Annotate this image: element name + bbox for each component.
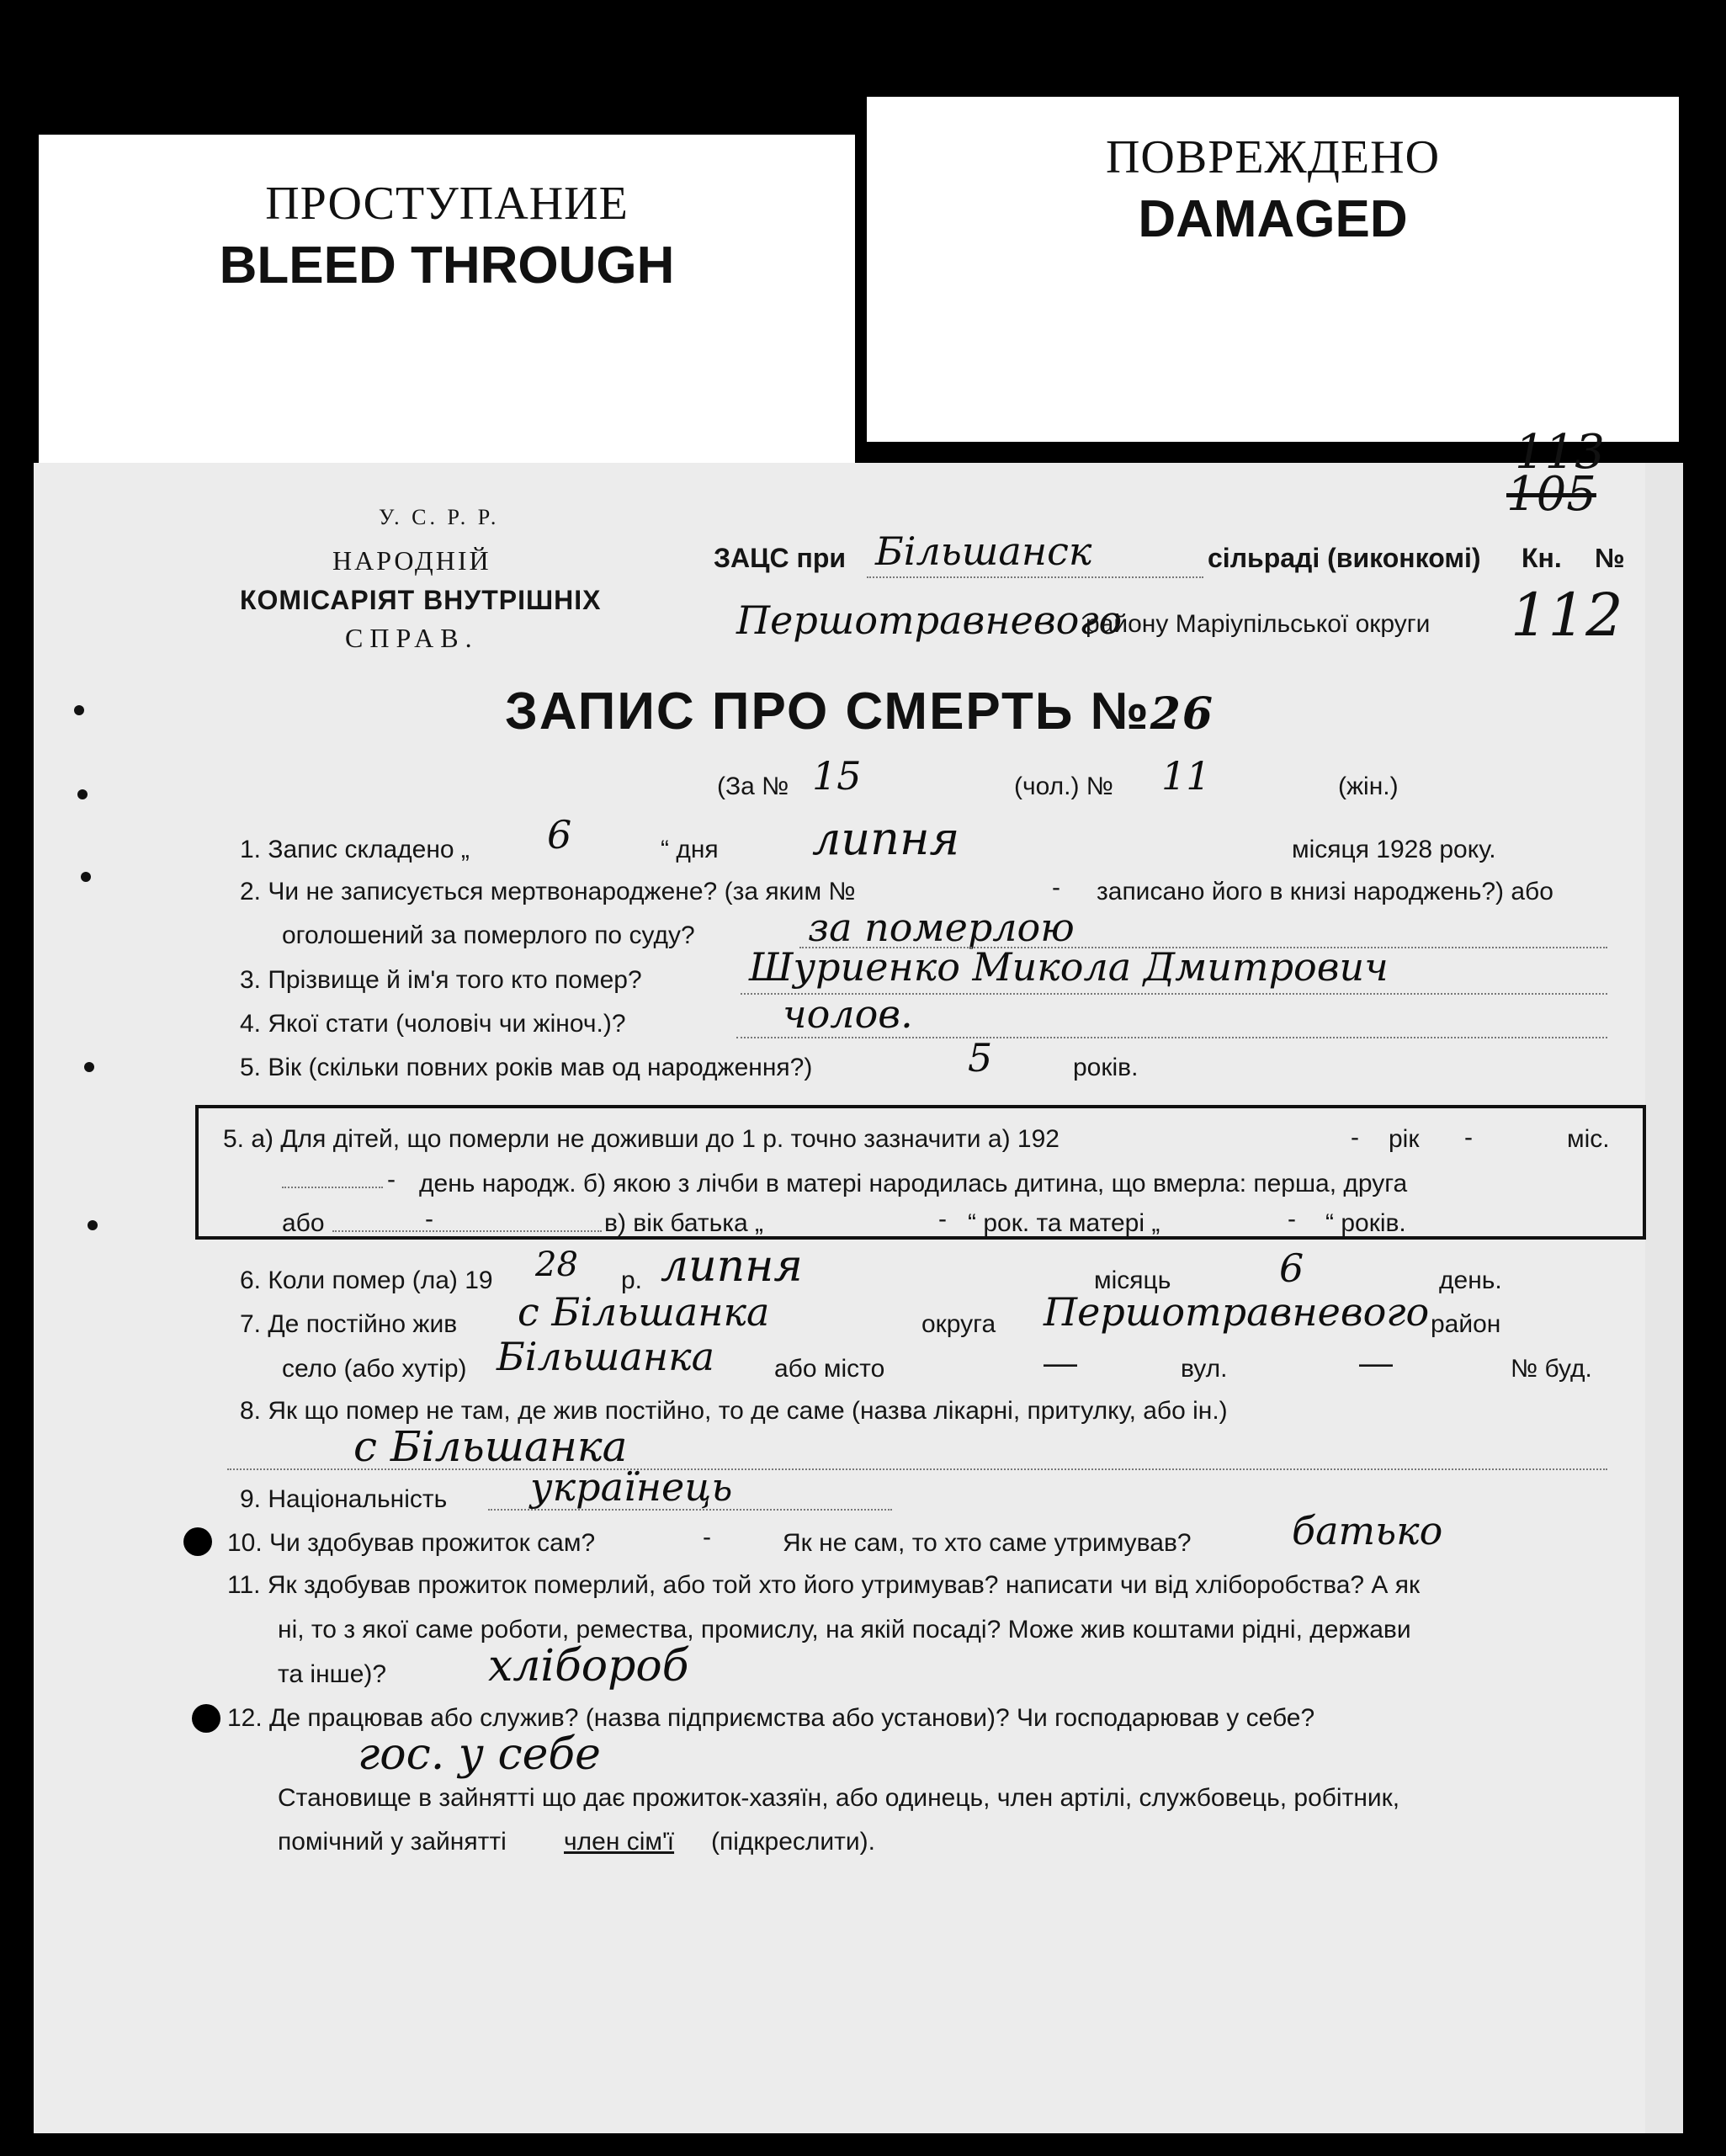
f7-vul: вул. [1181,1355,1228,1383]
f12-line3c: (підкреслити). [711,1828,875,1856]
f5a-day-line [282,1187,383,1188]
f5a-dash-2: - [1464,1123,1473,1151]
margin-mark-2 [77,789,88,799]
margin-mark-5 [88,1220,98,1230]
sheet-edge [1645,463,1683,2133]
f5-tail: років. [1073,1054,1139,1081]
damaged-label [867,97,1679,442]
f11-value: хлібороб [488,1641,689,1691]
record-number: 26 [1150,688,1215,740]
f10-val1: - [703,1523,711,1551]
f7-street-dash: — [1359,1345,1393,1382]
f6-r: р. [621,1267,643,1294]
za-label: (За № [717,773,789,800]
number-sign: № [1595,543,1625,573]
f12-value: гос. у себе [358,1729,601,1780]
header-ministry-2: КОМІСАРІЯТ ВНУТРІШНІХ [240,585,602,615]
f1-day: 6 [547,812,572,858]
margin-mark-3 [81,872,91,882]
f4-line [736,1037,1607,1038]
f5a-line2: день народж. б) якою з лічби в матері народилась дитина, що вмерла: перша, друга [419,1170,1408,1197]
f7-okruga: округа [921,1310,996,1338]
f2-line1b: записано його в книзі народжень?) або [1097,878,1553,905]
f6-day: 6 [1279,1245,1304,1291]
chol-value: 11 [1161,753,1211,799]
zags-prefix: ЗАЦС при [714,543,847,573]
f5-label: 5. Вік (скільки повних років мав од народження?) [240,1054,813,1081]
f12-line3a: помічний у зайнятті [278,1828,507,1856]
f7-selo-val: Бiльшанка [497,1334,715,1379]
f12-line2: Становище в зайнятті що дає прожиток-хазяїн, або одинець, член артілі, службовець, робітник, [278,1784,1400,1812]
margin-mark-4 [84,1062,94,1072]
zags-village: Бiльшанск [875,528,1092,574]
f4-value: чолов. [783,991,913,1037]
f5a-mother: “ рок. та матері „ [968,1209,1160,1237]
margin-mark-1 [74,705,84,715]
f10-val2: батько [1292,1508,1443,1553]
f5a-dash-5: - [938,1205,947,1233]
f5-value: 5 [968,1035,993,1081]
f1-month: липня [812,812,960,865]
f10-label: 10. Чи здобував прожиток сам? [227,1529,596,1557]
book-number: 112 [1511,581,1623,650]
district-handwritten: Першотравневого [736,597,1123,643]
record-title-text: ЗАПИС ПРО СМЕРТЬ № [505,682,1150,741]
f6-month: липня [661,1241,803,1292]
f8-value: с Бiльшанка [353,1422,628,1471]
archive-number-top: 113 [1515,425,1605,480]
f7-rayon: район [1431,1310,1501,1338]
f5a-dash-3: - [387,1166,396,1193]
f7-selo: село (або хутір) [282,1355,467,1383]
f6-den: день. [1439,1267,1502,1294]
f5a-father: в) вік батька „ [604,1209,764,1237]
f9-line [488,1509,892,1511]
bleed-through-en: BLEED THROUGH [219,236,675,295]
damaged-ru: ПОВРЕЖДЕНО [1105,131,1441,183]
f5a-mis: міс. [1567,1125,1610,1153]
bleed-through-label [39,135,855,488]
header-republic: У. С. Р. Р. [379,505,500,529]
chol-label: (чол.) № [1014,773,1113,800]
f6-label: 6. Коли помер (ла) 19 [240,1267,493,1294]
f7-city-dash: — [1044,1345,1077,1382]
f5a-roky: “ років. [1325,1209,1406,1237]
record-title [505,682,1214,741]
f7-bud: № буд. [1511,1355,1592,1383]
f4-label: 4. Якої стати (чоловіч чи жіноч.)? [240,1010,626,1038]
f1-label: 1. Запис складено „ [240,836,470,863]
f5a-dash-6: - [1288,1205,1296,1233]
f9-value: українець [530,1464,733,1510]
f12-line3b: член сім'ї [564,1828,675,1856]
f3-value: Шуриенко Микола Дмитрович [749,944,1389,990]
header-ministry-1: НАРОДНІЙ [332,545,491,576]
f5a-rik: рік [1389,1125,1420,1153]
book-label: Кн. [1522,543,1562,573]
f7-rayon-val: Першотравневого [1044,1289,1430,1335]
f5a-line1: 5. а) Для дітей, що померли не доживши до 1 р. точно зазначити а) 192 [223,1125,1059,1153]
f2-value: за померлою [808,905,1075,950]
f11-line3: та інше)? [278,1660,387,1688]
header-ministry-3: СПРАВ. [345,623,479,653]
f7-village: с Бiльшанка [518,1289,770,1335]
archive-number-struck: 105 [1506,467,1596,522]
f9-label: 9. Національність [240,1485,448,1513]
f8-line [227,1468,1607,1470]
f7-label: 7. Де постійно жив [240,1310,458,1338]
f6-mis: місяць [1094,1267,1171,1294]
f11-line1: 11. Як здобував прожиток померлий, або той хто його утримував? написати чи від хліборобства? А як [227,1571,1421,1599]
f12-line1: 12. Де працював або служив? (назва підприємства або установи)? Чи господарював у себе? [227,1704,1315,1732]
f2-line1: 2. Чи не записується мертвонароджене? (за яким № [240,878,856,905]
f5a-order-line [332,1230,602,1232]
f2-dash: - [1052,874,1060,901]
zags-village-line [867,576,1203,578]
f10-mid: Як не сам, то хто саме утримував? [783,1529,1192,1557]
f3-label: 3. Прізвище й ім'я того кто помер? [240,966,642,994]
f1-tail: місяця 1928 року. [1292,836,1496,863]
bleed-through-ru: ПРОСТУПАНИЕ [265,178,629,230]
f7-abo-misto: або місто [774,1355,885,1383]
f2-line2: оголошений за померлого по суду? [282,921,695,949]
f11-line2: ні, то з якої саме роботи, ремества, промислу, на якій посаді? Може жив коштами рідні, держави [278,1616,1411,1644]
punch-hole-1 [183,1527,212,1556]
zhin-label: (жін.) [1338,773,1399,800]
f8-label: 8. Як що помер не там, де жив постійно, то де саме (назва лікарні, притулку, або ін.) [240,1397,1228,1425]
district-suffix: району Маріупільської округи [1086,610,1431,638]
f6-year: 28 [535,1245,578,1284]
zags-suffix: сільраді (виконкомі) [1208,543,1481,573]
za-value: 15 [812,753,862,799]
damaged-en: DAMAGED [1138,190,1408,248]
f5a-dash-1: - [1351,1123,1359,1151]
f5a-dash-4: - [425,1205,433,1233]
punch-hole-2 [192,1704,220,1733]
f5a-abo: або [282,1209,325,1237]
f1-mid: “ дня [661,836,719,863]
